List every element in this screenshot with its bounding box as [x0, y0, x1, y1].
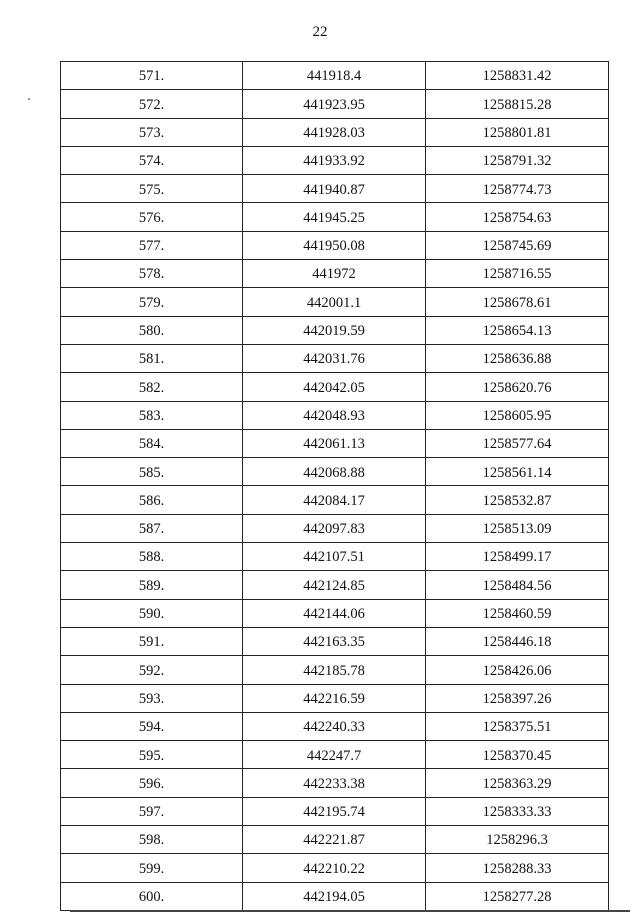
point-number-cell: 574.: [61, 146, 243, 174]
x-coordinate-cell: 441945.25: [243, 203, 426, 231]
y-coordinate-cell: 1258577.64: [426, 429, 609, 457]
point-number-cell: 599.: [61, 854, 243, 882]
point-number-cell: 600.: [61, 882, 243, 910]
coordinates-table: [60, 61, 609, 911]
coordinates-table-body: [61, 62, 609, 911]
table-row: [61, 656, 609, 684]
table-row: [61, 741, 609, 769]
table-row: [61, 486, 609, 514]
x-coordinate-cell: 442048.93: [243, 401, 426, 429]
table-row: [61, 882, 609, 910]
table-row: [61, 146, 609, 174]
y-coordinate-cell: 1258774.73: [426, 175, 609, 203]
table-row: [61, 401, 609, 429]
y-coordinate-cell: 1258654.13: [426, 316, 609, 344]
table-row: [61, 514, 609, 542]
table-row: [61, 373, 609, 401]
table-row: [61, 344, 609, 372]
point-number-cell: 590.: [61, 599, 243, 627]
y-coordinate-cell: 1258513.09: [426, 514, 609, 542]
point-number-cell: 578.: [61, 260, 243, 288]
point-number-cell: 586.: [61, 486, 243, 514]
point-number-cell: 573.: [61, 118, 243, 146]
x-coordinate-cell: 442084.17: [243, 486, 426, 514]
x-coordinate-cell: 442107.51: [243, 543, 426, 571]
x-coordinate-cell: 442163.35: [243, 627, 426, 655]
point-number-cell: 584.: [61, 429, 243, 457]
x-coordinate-cell: 442233.38: [243, 769, 426, 797]
y-coordinate-cell: 1258363.29: [426, 769, 609, 797]
point-number-cell: 596.: [61, 769, 243, 797]
point-number-cell: 588.: [61, 543, 243, 571]
table-row: [61, 429, 609, 457]
point-number-cell: 597.: [61, 797, 243, 825]
y-coordinate-cell: 1258333.33: [426, 797, 609, 825]
point-number-cell: 594.: [61, 712, 243, 740]
point-number-cell: 572.: [61, 90, 243, 118]
y-coordinate-cell: 1258561.14: [426, 458, 609, 486]
table-row: [61, 203, 609, 231]
x-coordinate-cell: 442195.74: [243, 797, 426, 825]
y-coordinate-cell: 1258636.88: [426, 344, 609, 372]
page-bottom-rule: [70, 910, 630, 912]
point-number-cell: 577.: [61, 231, 243, 259]
y-coordinate-cell: 1258277.28: [426, 882, 609, 910]
point-number-cell: 583.: [61, 401, 243, 429]
table-row: [61, 684, 609, 712]
x-coordinate-cell: 442019.59: [243, 316, 426, 344]
table-row: [61, 288, 609, 316]
y-coordinate-cell: 1258460.59: [426, 599, 609, 627]
point-number-cell: 591.: [61, 627, 243, 655]
y-coordinate-cell: 1258397.26: [426, 684, 609, 712]
table-row: [61, 826, 609, 854]
table-row: [61, 571, 609, 599]
x-coordinate-cell: 442061.13: [243, 429, 426, 457]
y-coordinate-cell: 1258791.32: [426, 146, 609, 174]
point-number-cell: 581.: [61, 344, 243, 372]
y-coordinate-cell: 1258745.69: [426, 231, 609, 259]
point-number-cell: 593.: [61, 684, 243, 712]
table-row: [61, 712, 609, 740]
y-coordinate-cell: 1258605.95: [426, 401, 609, 429]
point-number-cell: 587.: [61, 514, 243, 542]
table-row: [61, 627, 609, 655]
table-row: [61, 769, 609, 797]
x-coordinate-cell: 442144.06: [243, 599, 426, 627]
x-coordinate-cell: 441972: [243, 260, 426, 288]
y-coordinate-cell: 1258716.55: [426, 260, 609, 288]
point-number-cell: 579.: [61, 288, 243, 316]
x-coordinate-cell: 441923.95: [243, 90, 426, 118]
table-row: [61, 175, 609, 203]
y-coordinate-cell: 1258815.28: [426, 90, 609, 118]
x-coordinate-cell: 442194.05: [243, 882, 426, 910]
table-row: [61, 90, 609, 118]
scan-speck: [28, 98, 30, 100]
y-coordinate-cell: 1258678.61: [426, 288, 609, 316]
y-coordinate-cell: 1258446.18: [426, 627, 609, 655]
point-number-cell: 575.: [61, 175, 243, 203]
y-coordinate-cell: 1258620.76: [426, 373, 609, 401]
x-coordinate-cell: 442210.22: [243, 854, 426, 882]
point-number-cell: 589.: [61, 571, 243, 599]
y-coordinate-cell: 1258754.63: [426, 203, 609, 231]
x-coordinate-cell: 442031.76: [243, 344, 426, 372]
table-row: [61, 599, 609, 627]
x-coordinate-cell: 442124.85: [243, 571, 426, 599]
x-coordinate-cell: 441940.87: [243, 175, 426, 203]
y-coordinate-cell: 1258484.56: [426, 571, 609, 599]
point-number-cell: 582.: [61, 373, 243, 401]
x-coordinate-cell: 442247.7: [243, 741, 426, 769]
table-row: [61, 231, 609, 259]
point-number-cell: 571.: [61, 62, 243, 90]
x-coordinate-cell: 442097.83: [243, 514, 426, 542]
y-coordinate-cell: 1258426.06: [426, 656, 609, 684]
table-row: [61, 797, 609, 825]
point-number-cell: 595.: [61, 741, 243, 769]
y-coordinate-cell: 1258288.33: [426, 854, 609, 882]
y-coordinate-cell: 1258375.51: [426, 712, 609, 740]
x-coordinate-cell: 442216.59: [243, 684, 426, 712]
x-coordinate-cell: 442221.87: [243, 826, 426, 854]
x-coordinate-cell: 442068.88: [243, 458, 426, 486]
x-coordinate-cell: 442042.05: [243, 373, 426, 401]
point-number-cell: 580.: [61, 316, 243, 344]
table-row: [61, 260, 609, 288]
x-coordinate-cell: 441933.92: [243, 146, 426, 174]
point-number-cell: 592.: [61, 656, 243, 684]
table-row: [61, 543, 609, 571]
y-coordinate-cell: 1258296.3: [426, 826, 609, 854]
page-number: 22: [312, 24, 328, 40]
x-coordinate-cell: 441928.03: [243, 118, 426, 146]
y-coordinate-cell: 1258532.87: [426, 486, 609, 514]
y-coordinate-cell: 1258370.45: [426, 741, 609, 769]
x-coordinate-cell: 442185.78: [243, 656, 426, 684]
table-row: [61, 854, 609, 882]
x-coordinate-cell: 441918.4: [243, 62, 426, 90]
table-row: [61, 458, 609, 486]
y-coordinate-cell: 1258831.42: [426, 62, 609, 90]
y-coordinate-cell: 1258801.81: [426, 118, 609, 146]
point-number-cell: 598.: [61, 826, 243, 854]
point-number-cell: 585.: [61, 458, 243, 486]
y-coordinate-cell: 1258499.17: [426, 543, 609, 571]
point-number-cell: 576.: [61, 203, 243, 231]
x-coordinate-cell: 441950.08: [243, 231, 426, 259]
x-coordinate-cell: 442240.33: [243, 712, 426, 740]
x-coordinate-cell: 442001.1: [243, 288, 426, 316]
table-row: [61, 118, 609, 146]
table-row: [61, 62, 609, 90]
table-row: [61, 316, 609, 344]
